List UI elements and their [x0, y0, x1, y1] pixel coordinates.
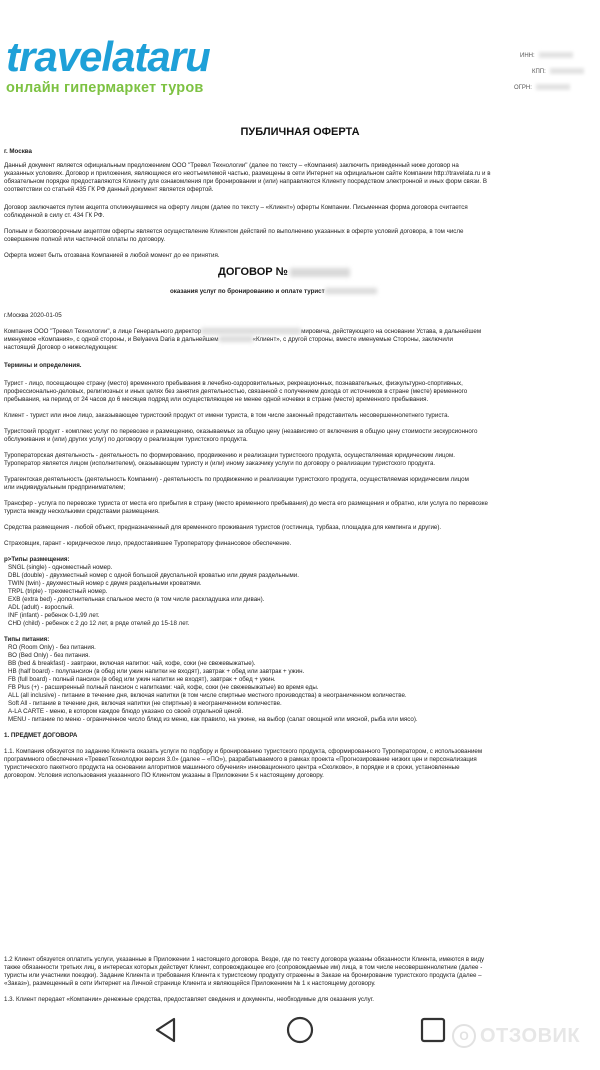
clause-1-1d: договором. Условия использования указанного ПО Клиентом указаны в Приложении 5 к настоящему договору.	[4, 772, 324, 779]
inn-label: ИНН:	[520, 53, 535, 59]
ogrn-redacted	[536, 84, 570, 90]
contract-intro-b	[4, 336, 453, 344]
list-item: MENU - питание по меню - ограниченное число блюд из меню, как правило, на ужине, на выбор (салат овощной или мясной, рыба или мясо).	[8, 716, 418, 723]
contract-subtitle-text: оказания услуг по бронированию и оплате турист	[170, 288, 325, 295]
list-item: TWIN (twin) - двухместный номер с двумя раздельными кроватями.	[8, 580, 202, 587]
list-item: RO (Room Only) - без питания.	[8, 644, 96, 651]
contract-title-text: ДОГОВОР №	[218, 266, 288, 278]
list-item: BO (Bed Only) - без питания.	[8, 652, 91, 659]
def-insurer: Страховщик, гарант - юридическое лицо, предоставившее Туроператору финансовое обеспечение.	[4, 540, 292, 547]
def-product-b: обслуживания и (или) других услуг) по договору о реализации туристского продукта.	[4, 436, 248, 443]
back-button[interactable]	[152, 1015, 182, 1045]
contract-subtitle-redacted	[325, 288, 377, 294]
def-tourist-a: Турист - лицо, посещающее страну (место) временного пребывания в лечебно-оздоровительных, рекреационных, познавательных, физкультурно-спортивных,	[4, 380, 463, 387]
logo-ru-text: ru	[169, 33, 210, 80]
watermark-text: ОТЗОВИК	[480, 1024, 581, 1047]
company-requisites	[514, 48, 584, 96]
offer-paragraph-3a: Полным и безоговорочным акцептом оферты является осуществление Клиентом действий по выполнению указанных в оферте условий договора, в том числе	[4, 228, 464, 235]
offer-paragraph-1c: обязательном порядке предоставляются Клиенту для ознакомления при бронировании и (или) направляются Клиенту посредством электронной и иных форм связи. В	[4, 178, 487, 185]
kpp-label: КПП:	[532, 69, 546, 75]
list-item: Soft All - питание в течение дня, включая напитки (не спиртные) в неограниченном количестве.	[8, 700, 282, 707]
home-button[interactable]	[285, 1015, 315, 1045]
logo-main-text: travelata	[6, 33, 170, 80]
contract-number-redacted	[290, 268, 350, 277]
meal-types-title: Типы питания:	[4, 636, 50, 643]
inn-redacted	[539, 52, 573, 58]
contract-intro-c: настоящий Договор о нижеследующем:	[4, 344, 118, 351]
list-item: BB (bed & breakfast) - завтраки, включая напитки: чай, кофе, соки (не свежевыжатые).	[8, 660, 256, 667]
list-item: INF (infant) - ребенок 0-1,99 лет.	[8, 612, 100, 619]
def-agent-a: Турагентская деятельность (деятельность Компании) - деятельность по продвижению и реализации туристского продукта, осуществляемая юридическим лицом	[4, 476, 469, 483]
contract-subtitle	[170, 288, 377, 296]
section-1-title: 1. ПРЕДМЕТ ДОГОВОРА	[4, 732, 78, 739]
contract-intro-b-text: именуемое «Компания», с одной стороны, и Belyaeva Daria в дальнейшем	[4, 336, 219, 343]
home-circle-icon	[285, 1015, 315, 1045]
list-item: ADL (adult) - взрослый.	[8, 604, 74, 611]
kpp-redacted	[550, 68, 584, 74]
offer-paragraph-1b: указанных условиях. Договор и приложения, являющиеся его неотъемлемой частью, размещены в сети Интернет на официальном сайте Компании http://travelata.ru и в	[4, 170, 491, 177]
def-tourist-b: профессионально-деловых, религиозных и иных целях без занятия деятельностью, связанной с получением дохода от источников в стране (месте) временного	[4, 388, 468, 395]
contract-intro-redacted	[219, 336, 253, 342]
def-operator-b: Туроператор является лицом (исполнителем), оказывающим туристу и (или) иному заказчику услуги по договору о реализации туристского продукта.	[4, 460, 436, 467]
list-item: TRPL (triple) - трехместный номер.	[8, 588, 108, 595]
def-client: Клиент - турист или иное лицо, заказывающее туристский продукт от имени туриста, в том числе законный представитель несовершеннолетнего туриста.	[4, 412, 450, 419]
list-item: DBL (double) - двухместный номер с одной большой двуспальной кроватью или двумя раздельными.	[8, 572, 299, 579]
room-types-title: p>Типы размещения:	[4, 556, 70, 563]
def-tourist-c: пребывания, на период от 24 часов до 6 месяцев подряд или осуществляющее не менее одной ночевки в стране (месте) временного пребывания.	[4, 396, 429, 403]
clause-1-2d: «Заказ»), размещенный в сети Интернет на Личной странице Клиента и являющейся Приложением № 1 к настоящему договору.	[4, 980, 376, 987]
otzovik-logo-icon: О	[452, 1024, 476, 1048]
clause-1-1c: туристического пакетного продукта на основании алгоритмов машинного обучения» инновационного центра «Сколково», в порядке и в сроки, установленные	[4, 764, 460, 771]
def-transfer-b: туриста между несколькими средствами размещения.	[4, 508, 160, 515]
list-item: EXB (extra bed) - дополнительная спальное место (в том числе раскладушка или диван).	[8, 596, 265, 603]
logo-tagline: онлайн гипермаркет туров	[6, 80, 204, 96]
contract-intro-b2-text: «Клиент», с другой стороны, вместе именуемые Стороны, заключили	[252, 336, 453, 343]
ogrn-label: ОГРН:	[514, 85, 532, 91]
travelata-logo	[6, 33, 210, 96]
offer-city: г. Москва	[4, 148, 32, 155]
clause-1-2c: туристы или участники поездки). Задание Клиента и требования Клиента к туристскому продукту отражены в Заказе на бронирование туристского продукта (далее –	[4, 972, 482, 979]
terms-title: Термины и определения.	[4, 362, 82, 369]
otzovik-watermark	[452, 1024, 580, 1048]
contract-city-date: г.Москва 2020-01-05	[4, 312, 62, 319]
contract-title	[218, 266, 350, 278]
contract-intro-a	[4, 328, 481, 336]
offer-paragraph-4: Оферта может быть отозвана Компанией в любой момент до ее принятия.	[4, 252, 220, 259]
recent-square-icon	[418, 1015, 448, 1045]
def-product-a: Туристский продукт - комплекс услуг по перевозке и размещению, оказываемых за общую цену (независимо от включения в общую цену стоимости экскурсионного	[4, 428, 478, 435]
clause-1-2b: также обязанности третьих лиц, в интересах которых действует Клиент, сопровождающее его (сопровождаемые им) лица, в том числе несовершеннолетние (далее -	[4, 964, 483, 971]
def-accommodation: Средства размещения - любой объект, предназначенный для временного проживания туристов (гостиница, турбаза, площадка для кемпинга и другие).	[4, 524, 442, 531]
offer-paragraph-2a: Договор заключается путем акцепта откликнувшимся на оферту лицом (далее по тексту – «Клиент») оферты Компании. Письменная форма договора считается	[4, 204, 468, 211]
clause-1-3: 1.3. Клиент передает «Компании» денежные средства, предоставляет сведения и документы, необходимые для оказания услуг.	[4, 996, 374, 1003]
list-item: CHD (child) - ребенок с 2 до 12 лет, в ряде отелей до 15-18 лет.	[8, 620, 190, 627]
list-item: FB (full board) - полный пансион (в обед или ужин напитки не входят), завтрак + обед + ужин.	[8, 676, 276, 683]
clause-1-2a: 1.2 Клиент обязуется оплатить услуги, указанные в Приложении 1 настоящего договора. Везде, где по тексту договора указаны обязанности Клиента, имеются в виду	[4, 956, 485, 963]
def-agent-b: или индивидуальным предпринимателем;	[4, 484, 126, 491]
offer-paragraph-1d: соответствии со статьей 435 ГК РФ данный документ является офертой.	[4, 186, 214, 193]
offer-paragraph-1a: Данный документ является официальным предложением ООО "Тревел Технологии" (далее по тексту – «Компания) заключить приведенный ниже договор на	[4, 162, 459, 169]
director-name-redacted	[201, 328, 301, 334]
def-transfer-a: Трансфер - услуга по перевозке туриста от места его прибытия в страну (место временного пребывания) до места его размещения и обратно, или услуга по перевозке	[4, 500, 488, 507]
contract-intro-a2-text: мировича, действующего на основании Устава, в дальнейшем	[301, 328, 482, 335]
list-item: FB Plus (+) - расширенный полный пансион с напитками: чай, кофе, соки (не свежевыжатые) во время еды.	[8, 684, 319, 691]
back-triangle-icon	[152, 1015, 182, 1045]
list-item: ALL (all inclusive) - питание в течение дня, включая напитки (в том числе спиртные местного производства) в неограниченном количестве.	[8, 692, 407, 699]
offer-paragraph-3b: совершение полной или частичной оплаты по договору.	[4, 236, 166, 243]
list-item: HB (half board) - полупансион (в обед или ужин напитки не входят), завтрак + обед или завтрак + ужин.	[8, 668, 305, 675]
clause-1-1a: 1.1. Компания обязуется по заданию Клиента оказать услуги по подбору и бронированию туристского продукта, сформированного Туроператором, с использованием	[4, 748, 483, 755]
recent-apps-button[interactable]	[418, 1015, 448, 1045]
def-operator-a: Туроператорская деятельность - деятельность по формированию, продвижению и реализации туристского продукта, осуществляемая юридическим лицом.	[4, 452, 455, 459]
offer-paragraph-2b: соблюденной в силу ст. 434 ГК РФ.	[4, 212, 105, 219]
offer-title: ПУБЛИЧНАЯ ОФЕРТА	[240, 126, 360, 138]
clause-1-1b: программного обеспечения «ТревелТехнолоджи версия 3.0» (далее – «ПО»), разрабатываемого в рамках проекта «Прогнозирование низких цен и персонализация	[4, 756, 477, 763]
list-item: A-LA CARTE - меню, в котором каждое блюдо указано со своей отдельной ценой.	[8, 708, 244, 715]
contract-intro-a-text: Компания ООО "Тревел Технологии", в лице Генерального директор	[4, 328, 202, 335]
list-item: SNGL (single) - одноместный номер.	[8, 564, 113, 571]
